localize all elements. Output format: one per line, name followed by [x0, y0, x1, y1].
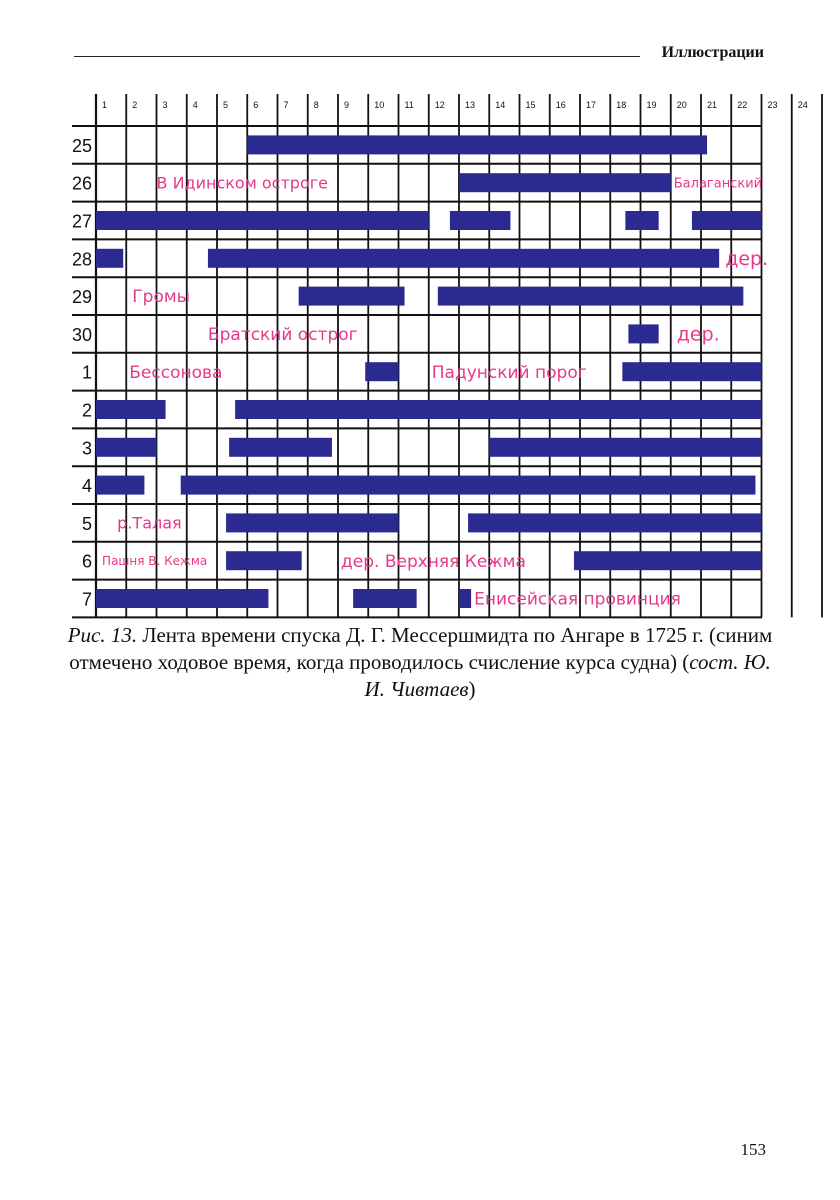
day-label: 5	[81, 513, 92, 534]
day-label: 29	[71, 287, 92, 308]
hour-tick-label: 7	[283, 100, 289, 110]
hour-tick-label: 4	[192, 100, 198, 110]
hour-tick-label: 5	[223, 100, 229, 110]
hour-tick-label: 10	[374, 100, 385, 110]
hour-tick-label: 19	[646, 100, 657, 110]
hour-tick-label: 12	[434, 100, 445, 110]
travel-bar	[438, 287, 744, 306]
travel-bar	[622, 362, 761, 381]
day-label: 25	[71, 135, 92, 156]
page-number: 153	[740, 1140, 766, 1159]
caption-figure-label: Рис. 13.	[67, 623, 138, 647]
day-label: 30	[71, 324, 92, 345]
travel-bar	[96, 400, 166, 419]
day-label: 4	[81, 476, 92, 497]
travel-bar	[459, 173, 671, 192]
day-label: 7	[81, 589, 92, 610]
hour-tick-label: 20	[676, 100, 687, 110]
day-label: 27	[71, 211, 92, 232]
travel-bar	[235, 400, 761, 419]
hour-tick-label: 22	[737, 100, 748, 110]
hour-tick-label: 11	[404, 100, 414, 110]
caption-end: )	[468, 677, 476, 701]
place-annotation: В Идинском остроге	[156, 173, 328, 193]
place-annotation: Громы	[132, 287, 191, 308]
place-annotation: Балаганский	[673, 176, 763, 192]
travel-bar	[692, 211, 762, 230]
hour-tick-label: 14	[495, 100, 506, 110]
place-annotation: дер.	[725, 248, 769, 271]
travel-bar	[450, 211, 511, 230]
hour-tick-label: 15	[525, 100, 536, 110]
travel-bar	[365, 362, 398, 381]
caption-text: Лента времени спуска Д. Г. Мессершмидта по Ангаре в 1725 г. (синим отмечено ходовое время, когда проводилось счисление курса судна) (	[69, 623, 773, 674]
travel-bar	[181, 476, 756, 495]
hour-tick-label: 8	[313, 100, 319, 110]
place-annotation: Братский острог	[207, 325, 358, 346]
caption-credit: сост. Ю. И. Чивтаев	[364, 650, 771, 701]
hour-tick-label: 21	[707, 100, 718, 110]
travel-bar	[489, 438, 761, 457]
hour-tick-label: 17	[586, 100, 597, 110]
travel-bar	[459, 589, 471, 608]
day-label: 3	[81, 438, 92, 459]
travel-bar	[299, 287, 405, 306]
travel-bar	[96, 438, 157, 457]
hour-tick-label: 23	[767, 100, 778, 110]
hour-tick-label: 6	[253, 100, 259, 110]
hour-tick-label: 9	[344, 100, 350, 110]
travel-bar	[628, 324, 658, 343]
place-annotation: р.Талая	[117, 513, 182, 533]
hour-tick-label: 16	[555, 100, 566, 110]
day-label: 26	[71, 173, 92, 194]
day-label: 1	[81, 362, 92, 383]
travel-bar	[226, 551, 302, 570]
travel-bar	[96, 249, 123, 268]
day-label: 2	[81, 400, 92, 421]
travel-bar	[229, 438, 332, 457]
place-annotation: дер. Верхняя Кежма	[341, 551, 526, 572]
figure-caption	[60, 622, 780, 703]
day-label: 28	[71, 249, 92, 270]
place-annotation: Бессонова	[129, 362, 223, 383]
hour-tick-label: 13	[465, 100, 476, 110]
travel-bar	[208, 249, 719, 268]
hour-tick-label: 1	[102, 100, 108, 110]
hour-tick-label: 3	[162, 100, 168, 110]
hour-tick-label: 2	[132, 100, 138, 110]
travel-bar	[353, 589, 417, 608]
place-annotation: дер.	[676, 323, 720, 346]
hour-tick-label: 18	[616, 100, 627, 110]
place-annotation: Падунский порог	[431, 362, 587, 383]
travel-bar	[247, 135, 707, 154]
travel-bar	[625, 211, 658, 230]
place-annotation: Пашня В. Кежма	[102, 554, 208, 569]
label-layer	[72, 100, 808, 610]
travel-bar	[96, 476, 144, 495]
travel-bar	[226, 513, 398, 532]
hour-tick-label: 24	[797, 100, 808, 110]
place-annotation: Енисейская провинция	[474, 589, 681, 610]
travel-bar	[574, 551, 762, 570]
travel-bar	[96, 211, 429, 230]
day-label: 6	[81, 551, 92, 572]
travel-bar	[468, 513, 761, 532]
section-title: Иллюстрации	[661, 44, 764, 61]
travel-bar	[96, 589, 268, 608]
